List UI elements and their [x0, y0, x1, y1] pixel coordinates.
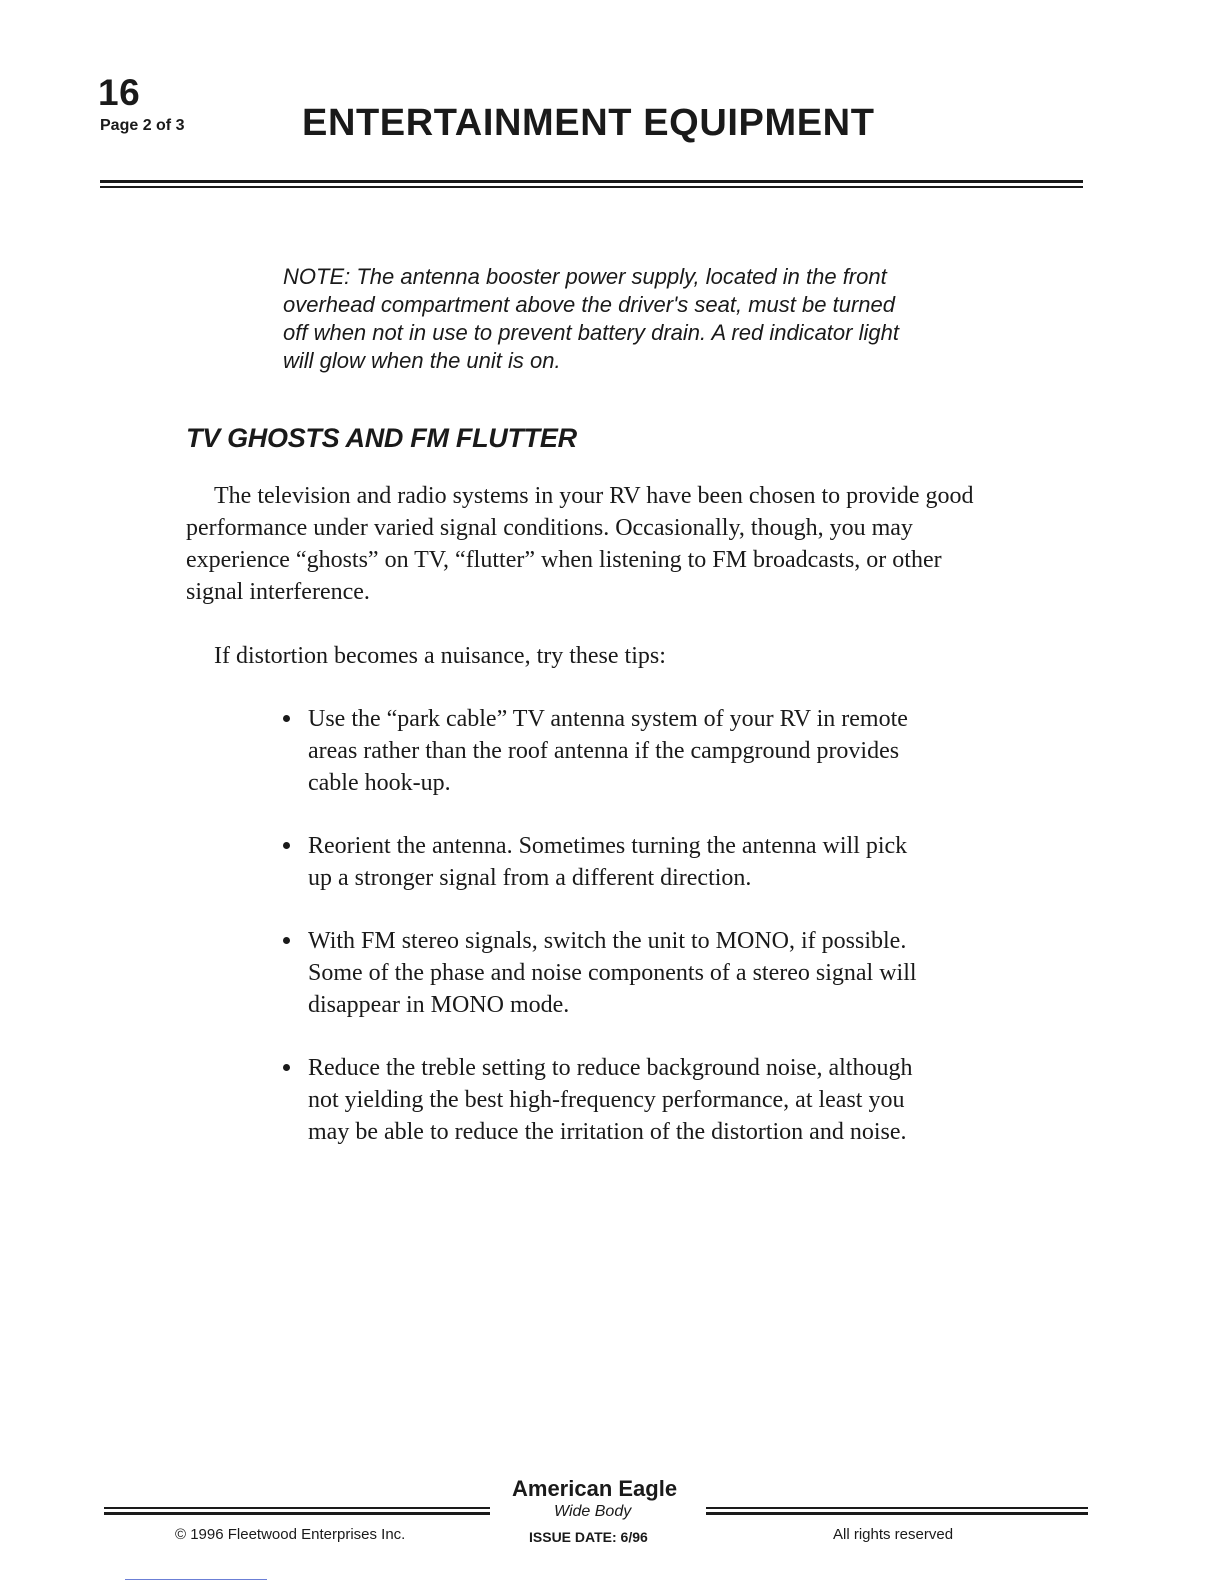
header-rule-top	[100, 180, 1083, 183]
footer-rule-right	[706, 1512, 1088, 1515]
booster-note: NOTE: The antenna booster power supply, located in the front overhead compartment above the driver's seat, must be turned off when not in use to prevent battery drain. A red indicator light will glow when the unit is on.	[283, 264, 899, 373]
footer-issue-date: ISSUE DATE: 6/96	[529, 1529, 648, 1545]
tips-list	[280, 703, 920, 1179]
page-title: ENTERTAINMENT EQUIPMENT	[302, 102, 875, 144]
footer-copyright: © 1996 Fleetwood Enterprises Inc.	[175, 1526, 406, 1543]
tips-lead-in: If distortion becomes a nuisance, try these tips:	[214, 643, 666, 669]
tip-text: Use the “park cable” TV antenna system of your RV in remote areas rather than the roof antenna if the campground provides cable hook-up.	[308, 706, 908, 796]
tip-text: Reduce the treble setting to reduce background noise, although not yielding the best high-frequency performance, at least you may be able to reduce the irritation of the distortion and noise.	[308, 1055, 913, 1145]
footer-brand: American Eagle	[512, 1476, 678, 1501]
bullet-icon	[283, 842, 290, 849]
footer-rights: All rights reserved	[833, 1526, 954, 1543]
footer-model: Wide Body	[554, 1503, 632, 1520]
footer-rule-left	[104, 1507, 490, 1509]
bullet-icon	[283, 1064, 290, 1071]
page-indicator: Page 2 of 3	[100, 117, 185, 134]
section-number: 16	[98, 72, 141, 113]
bullet-icon	[283, 937, 290, 944]
tip-item	[280, 703, 920, 799]
bullet-icon	[283, 715, 290, 722]
footer-rule-left	[104, 1512, 490, 1515]
tip-item	[280, 830, 920, 894]
intro-paragraph: The television and radio systems in your RV have been chosen to provide good performance under varied signal conditions. Occasionally, though, you may experience “ghosts” on TV, “flutter” when listening to FM broadcasts, or other signal interference.	[186, 483, 974, 605]
tip-item	[280, 1052, 920, 1148]
footer-rule-right	[706, 1507, 1088, 1509]
header-rule-bottom	[100, 186, 1083, 188]
scan-artifact-line	[125, 1579, 267, 1580]
section-heading: TV GHOSTS AND FM FLUTTER	[186, 423, 577, 453]
tip-item	[280, 925, 920, 1021]
tip-text: With FM stereo signals, switch the unit to MONO, if possible. Some of the phase and noise components of a stereo signal will disappear in MONO mode.	[308, 928, 917, 1018]
tip-text: Reorient the antenna. Sometimes turning the antenna will pick up a stronger signal from a different direction.	[308, 833, 908, 891]
